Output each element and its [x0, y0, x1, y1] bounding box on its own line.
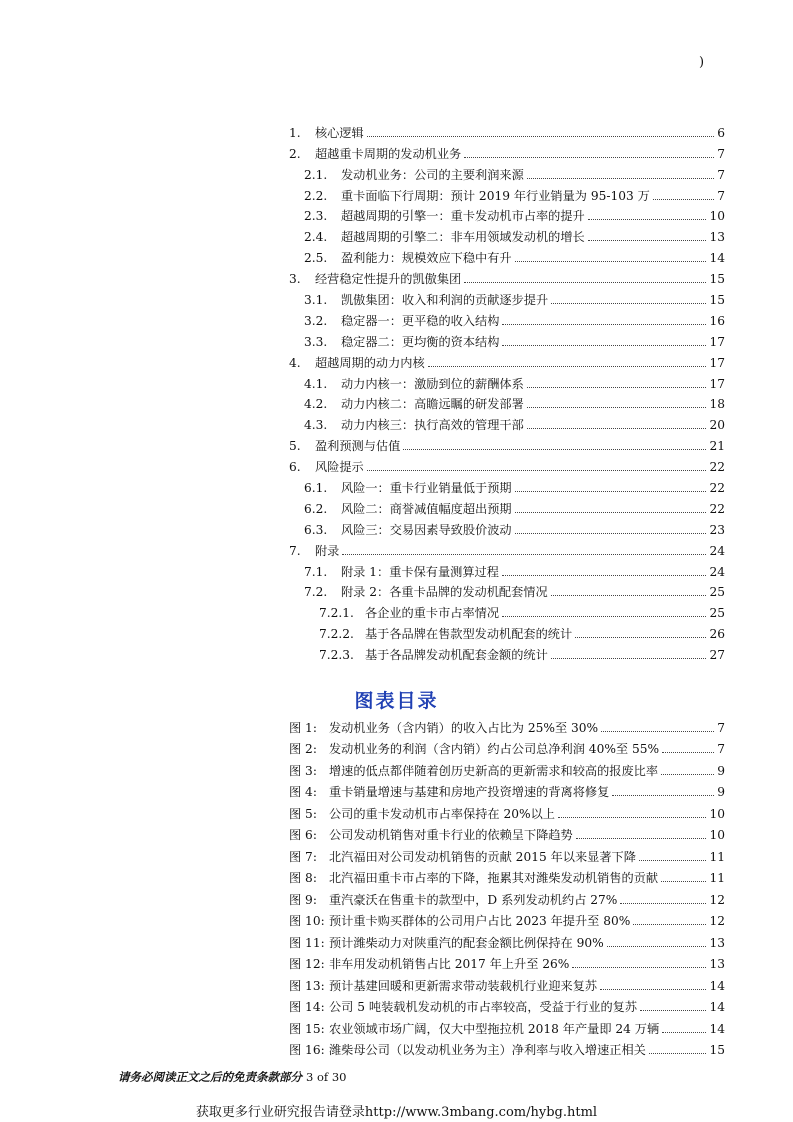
figure-page: 12 — [709, 892, 725, 907]
figure-number: 图 12: — [289, 957, 325, 971]
toc-page: 22 — [709, 460, 725, 475]
toc-number: 2.5. — [304, 251, 328, 266]
figure-page: 10 — [709, 806, 725, 821]
toc-entry[interactable] — [289, 140, 725, 161]
toc-entry[interactable] — [289, 411, 725, 432]
table-of-contents — [289, 119, 725, 662]
toc-title: 动力内核三：执行高效的管理干部 — [341, 418, 524, 433]
toc-number: 7.1. — [304, 564, 328, 579]
toc-number: 2.4. — [304, 230, 328, 245]
toc-number: 4. — [289, 355, 301, 370]
toc-number: 5. — [289, 439, 301, 454]
toc-page: 16 — [709, 313, 725, 328]
dot-leader — [515, 261, 707, 262]
figure-title: 预计基建回暖和更新需求带动装载机行业迎来复苏 — [329, 978, 598, 993]
figure-page: 13 — [709, 935, 725, 950]
figure-entry[interactable] — [289, 864, 725, 886]
toc-entry[interactable] — [289, 286, 725, 307]
toc-page: 18 — [709, 397, 725, 412]
dot-leader — [639, 860, 707, 861]
toc-number: 2.3. — [304, 209, 328, 224]
toc-title: 风险提示 — [315, 460, 364, 475]
toc-entry[interactable] — [289, 349, 725, 370]
figure-page: 9 — [717, 785, 725, 799]
toc-page: 13 — [709, 230, 725, 245]
figure-title: 重汽豪沃在售重卡的款型中，D 系列发动机约占 27% — [329, 892, 618, 907]
figure-page: 15 — [709, 1043, 725, 1057]
toc-title: 动力内核二：高瞻远瞩的研发部署 — [341, 397, 524, 412]
toc-entry[interactable] — [289, 620, 725, 641]
toc-page: 7 — [717, 146, 725, 161]
toc-entry[interactable] — [289, 223, 725, 244]
toc-number: 3.3. — [304, 334, 328, 349]
figure-number: 图 8: — [289, 871, 317, 885]
figure-number: 图 9: — [289, 892, 317, 907]
toc-title: 风险二：商誉减值幅度超出预期 — [341, 501, 512, 516]
figure-page: 7 — [717, 742, 725, 756]
figure-number: 图 5: — [289, 806, 317, 821]
toc-title: 附录 2：各重卡品牌的发动机配套情况 — [341, 585, 548, 600]
figure-title: 公司的重卡发动机市占率保持在 20%以上 — [329, 806, 555, 821]
toc-page: 17 — [709, 355, 725, 370]
toc-entry[interactable] — [289, 599, 725, 620]
dot-leader — [640, 1010, 706, 1011]
figure-number: 图 4: — [289, 785, 317, 799]
figure-entry[interactable] — [289, 778, 725, 800]
toc-title: 发动机业务：公司的主要利润来源 — [341, 167, 524, 182]
figure-title: 农业领域市场广阔，仅大中型拖拉机 2018 年产量即 24 万辆 — [329, 1021, 660, 1036]
dot-leader — [633, 924, 706, 925]
figure-entry[interactable] — [289, 993, 725, 1015]
toc-title: 经营稳定性提升的凯傲集团 — [315, 272, 462, 287]
figure-entry[interactable] — [289, 907, 725, 929]
figure-page: 13 — [709, 957, 725, 971]
figure-number: 图 16: — [289, 1043, 325, 1057]
toc-page: 27 — [709, 648, 725, 663]
figure-entry[interactable] — [289, 885, 725, 907]
toc-number: 4.1. — [304, 376, 328, 391]
figure-title: 公司 5 吨装载机发动机的市占率较高，受益于行业的复苏 — [329, 1000, 638, 1014]
dot-leader — [342, 554, 706, 555]
dot-leader — [572, 967, 706, 968]
toc-number: 6.1. — [304, 481, 328, 496]
toc-entry[interactable] — [289, 641, 725, 662]
toc-page: 6 — [717, 125, 725, 140]
toc-number: 7.2.3. — [319, 648, 354, 663]
footer-disclaimer-text: 请务必阅读正文之后的免责条款部分 — [118, 1070, 302, 1084]
figure-entry[interactable] — [289, 928, 725, 950]
dot-leader — [551, 658, 707, 659]
figure-page: 14 — [709, 1021, 725, 1036]
figure-title: 公司发动机销售对重卡行业的依赖呈下降趋势 — [329, 828, 573, 842]
toc-title: 各企业的重卡市占率情况 — [365, 606, 500, 621]
toc-title: 超越重卡周期的发动机业务 — [315, 146, 462, 161]
toc-number: 6.3. — [304, 522, 328, 537]
toc-title: 超越周期的引擎二：非车用领域发动机的增长 — [341, 230, 585, 245]
toc-title: 重卡面临下行周期：预计 2019 年行业销量为 95-103 万 — [341, 188, 650, 203]
dot-leader — [464, 157, 714, 158]
toc-page: 25 — [709, 585, 725, 600]
toc-title: 风险三：交易因素导致股价波动 — [341, 522, 512, 537]
toc-entry[interactable] — [289, 432, 725, 453]
figure-number: 图 10: — [289, 914, 325, 928]
toc-number: 2.1. — [304, 167, 328, 182]
toc-entry[interactable] — [289, 161, 725, 182]
toc-title: 风险一：重卡行业销量低于预期 — [341, 481, 512, 496]
toc-number: 6.2. — [304, 501, 328, 516]
toc-page: 15 — [709, 272, 725, 287]
figure-entry[interactable] — [289, 713, 725, 735]
dot-leader — [558, 817, 707, 818]
figure-entry[interactable] — [289, 950, 725, 972]
dot-leader — [502, 324, 706, 325]
toc-title: 稳定器二：更均衡的资本结构 — [341, 334, 500, 349]
figure-entry[interactable] — [289, 971, 725, 993]
dot-leader — [551, 595, 707, 596]
toc-entry[interactable] — [289, 391, 725, 412]
dot-leader — [527, 387, 707, 388]
toc-page: 7 — [717, 188, 725, 203]
figure-number: 图 13: — [289, 978, 325, 993]
toc-entry[interactable] — [289, 495, 725, 516]
toc-number: 7.2.2. — [319, 627, 354, 642]
figure-number: 图 11: — [289, 935, 325, 950]
toc-page: 10 — [709, 209, 725, 224]
figure-entry[interactable] — [289, 799, 725, 821]
toc-number: 7.2. — [304, 585, 328, 600]
figure-list-heading: 图表目录 — [354, 690, 439, 712]
dot-leader — [515, 512, 707, 513]
toc-page: 20 — [709, 418, 725, 433]
dot-leader — [428, 366, 707, 367]
toc-number: 3. — [289, 272, 301, 287]
dot-leader — [612, 795, 714, 796]
figure-page: 10 — [709, 828, 725, 842]
figure-title: 增速的低点都伴随着创历史新高的更新需求和较高的报废比率 — [329, 763, 659, 778]
dot-leader — [576, 838, 707, 839]
dot-leader — [464, 282, 706, 283]
toc-entry[interactable] — [289, 537, 725, 558]
figure-title: 潍柴母公司（以发动机业务为主）净利率与收入增速正相关 — [329, 1043, 646, 1057]
toc-entry[interactable] — [289, 307, 725, 328]
toc-title: 稳定器一：更平稳的收入结构 — [341, 313, 500, 328]
toc-title: 基于各品牌在售款型发动机配套的统计 — [365, 627, 573, 642]
figure-number: 图 15: — [289, 1021, 325, 1036]
toc-page: 26 — [709, 627, 725, 642]
toc-number: 7.2.1. — [319, 606, 354, 621]
figure-page: 11 — [709, 871, 725, 885]
toc-title: 超越周期的引擎一：重卡发动机市占率的提升 — [341, 209, 585, 224]
figure-title: 预计重卡购买群体的公司用户占比 2023 年提升至 80% — [329, 914, 631, 928]
toc-page: 17 — [709, 334, 725, 349]
toc-page: 24 — [709, 543, 725, 558]
figure-entry[interactable] — [289, 1014, 725, 1036]
figure-number: 图 6: — [289, 828, 317, 842]
toc-page: 15 — [709, 293, 725, 308]
dot-leader — [527, 407, 707, 408]
toc-number: 3.1. — [304, 293, 328, 308]
dot-leader — [403, 449, 706, 450]
dot-leader — [502, 575, 707, 576]
figure-number: 图 7: — [289, 849, 317, 864]
figure-entry[interactable] — [289, 842, 725, 864]
dot-leader — [620, 903, 706, 904]
toc-entry[interactable] — [289, 558, 725, 579]
toc-page: 22 — [709, 481, 725, 496]
toc-entry[interactable] — [289, 579, 725, 600]
toc-entry[interactable] — [289, 453, 725, 474]
toc-entry[interactable] — [289, 182, 725, 203]
toc-page: 21 — [709, 439, 725, 454]
toc-number: 1. — [289, 125, 301, 140]
figure-list — [289, 713, 725, 1057]
figure-entry[interactable] — [289, 735, 725, 757]
dot-leader — [653, 199, 714, 200]
toc-entry[interactable] — [289, 265, 725, 286]
figure-number: 图 2: — [289, 742, 317, 756]
toc-entry[interactable] — [289, 370, 725, 391]
toc-entry[interactable] — [289, 328, 725, 349]
footer-page-number: 3 of 30 — [306, 1070, 347, 1084]
footer-disclaimer — [118, 1069, 346, 1085]
figure-page: 14 — [709, 1000, 725, 1014]
toc-title: 附录 1：重卡保有量测算过程 — [341, 564, 499, 579]
toc-entry[interactable] — [289, 203, 725, 224]
toc-number: 4.2. — [304, 397, 328, 412]
toc-number: 6. — [289, 460, 301, 475]
dot-leader — [600, 989, 706, 990]
toc-number: 7. — [289, 543, 301, 558]
toc-title: 盈利能力：规模效应下稳中有升 — [341, 251, 512, 266]
figure-title: 北汽福田对公司发动机销售的贡献 2015 年以来显著下降 — [329, 849, 636, 864]
figure-page: 9 — [717, 763, 725, 778]
figure-title: 预计潍柴动力对陕重汽的配套金额比例保持在 90% — [329, 935, 604, 950]
figure-entry[interactable] — [289, 821, 725, 843]
dot-leader — [502, 345, 706, 346]
toc-page: 24 — [709, 564, 725, 579]
footer-promo-link[interactable]: 获取更多行业研究报告请登录http://www.3mbang.com/hybg.html — [195, 1105, 598, 1120]
dot-leader — [367, 136, 714, 137]
toc-number: 4.3. — [304, 418, 328, 433]
dot-leader — [601, 731, 714, 732]
figure-page: 11 — [709, 849, 725, 864]
figure-number: 图 14: — [289, 1000, 325, 1014]
toc-title: 超越周期的动力内核 — [315, 355, 425, 370]
figure-entry[interactable] — [289, 1036, 725, 1058]
figure-number: 图 3: — [289, 763, 317, 778]
toc-title: 核心逻辑 — [315, 125, 364, 140]
dot-leader — [607, 946, 707, 947]
dot-leader — [661, 774, 714, 775]
dot-leader — [502, 616, 706, 617]
toc-page: 14 — [709, 251, 725, 266]
toc-title: 基于各品牌发动机配套金额的统计 — [365, 648, 548, 663]
dot-leader — [527, 178, 714, 179]
toc-title: 盈利预测与估值 — [315, 439, 401, 454]
dot-leader — [527, 428, 707, 429]
toc-page: 25 — [709, 606, 725, 621]
toc-page: 7 — [717, 167, 725, 182]
figure-title: 非车用发动机销售占比 2017 年上升至 26% — [329, 957, 570, 971]
dot-leader — [588, 219, 707, 220]
dot-leader — [661, 881, 706, 882]
toc-number: 2. — [289, 146, 301, 161]
figure-number: 图 1: — [289, 720, 317, 735]
toc-title: 附录 — [315, 543, 340, 558]
header-corner-mark: ) — [699, 55, 705, 70]
figure-page: 12 — [709, 914, 725, 928]
figure-entry[interactable] — [289, 756, 725, 778]
dot-leader — [515, 491, 707, 492]
dot-leader — [515, 533, 707, 534]
figure-title: 北汽福田重卡市占率的下降，拖累其对潍柴发动机销售的贡献 — [329, 871, 659, 885]
toc-title: 动力内核一：激励到位的薪酬体系 — [341, 376, 524, 391]
figure-page: 14 — [709, 978, 725, 993]
figure-title: 发动机业务的利润（含内销）约占公司总净利润 40%至 55% — [329, 742, 660, 756]
dot-leader — [662, 752, 714, 753]
toc-number: 3.2. — [304, 313, 328, 328]
figure-title: 发动机业务（含内销）的收入占比为 25%至 30% — [329, 720, 599, 735]
dot-leader — [575, 637, 706, 638]
toc-page: 22 — [709, 501, 725, 516]
toc-page: 17 — [709, 376, 725, 391]
figure-page: 7 — [717, 720, 725, 735]
figure-title: 重卡销量增速与基建和房地产投资增速的背离将修复 — [329, 785, 610, 799]
toc-entry[interactable] — [289, 244, 725, 265]
toc-entry[interactable] — [289, 516, 725, 537]
toc-entry[interactable] — [289, 119, 725, 140]
dot-leader — [662, 1032, 706, 1033]
toc-page: 23 — [709, 522, 725, 537]
dot-leader — [649, 1053, 707, 1054]
dot-leader — [551, 303, 706, 304]
toc-entry[interactable] — [289, 474, 725, 495]
toc-title: 凯傲集团：收入和利润的贡献逐步提升 — [341, 293, 549, 308]
dot-leader — [588, 240, 707, 241]
dot-leader — [367, 470, 707, 471]
toc-number: 2.2. — [304, 188, 328, 203]
